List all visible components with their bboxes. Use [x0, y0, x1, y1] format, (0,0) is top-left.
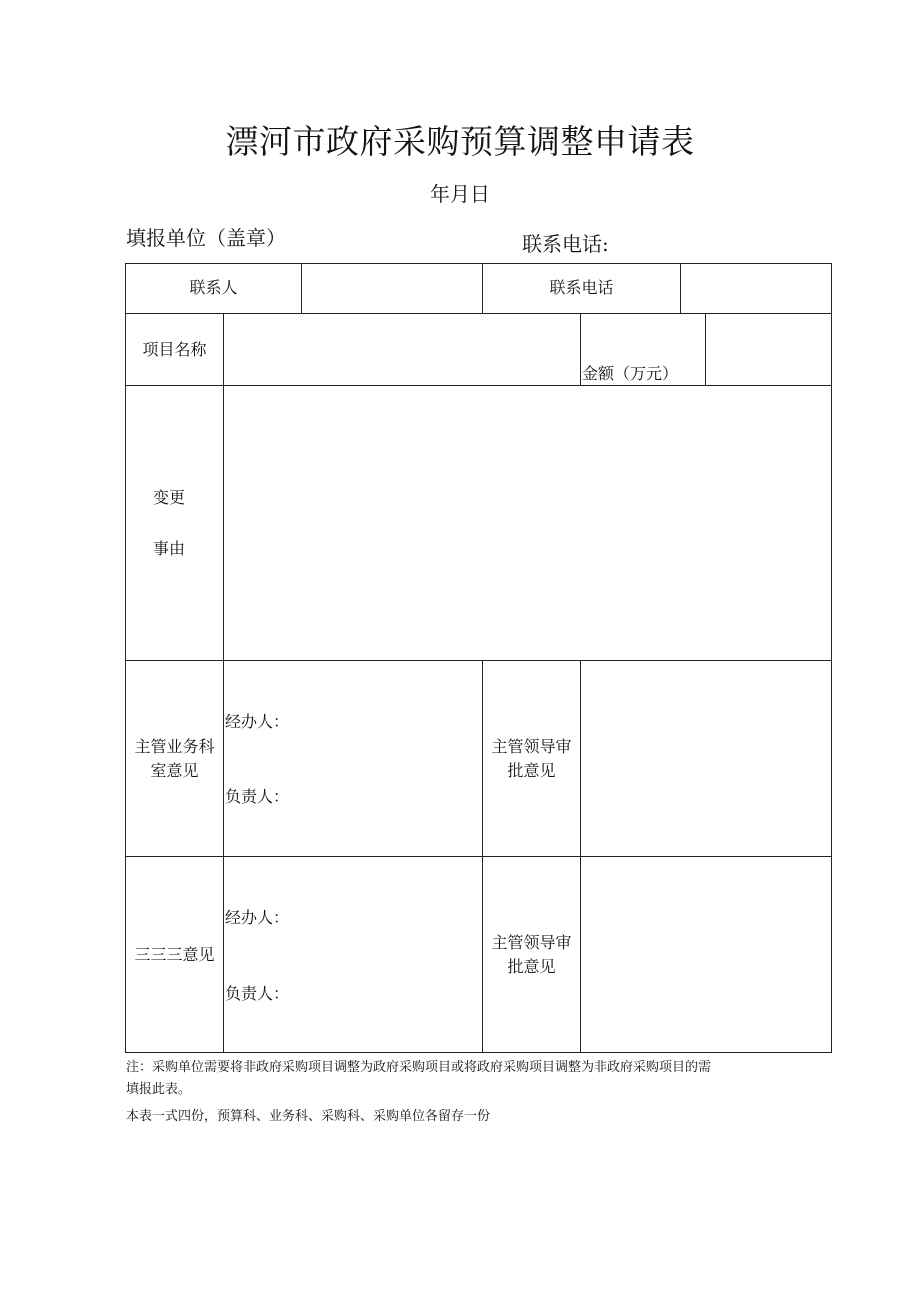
- contact-phone-field[interactable]: [681, 264, 831, 312]
- amount-field[interactable]: [706, 314, 831, 384]
- section2-approval-label: [483, 931, 580, 979]
- contact-person-label: 联系人: [189, 278, 238, 297]
- change-reason-field[interactable]: [224, 386, 831, 659]
- section2-label: 三三三意见: [134, 945, 215, 964]
- contact-phone-label: 联系电话: [549, 278, 614, 297]
- contact-person-field[interactable]: [302, 264, 482, 312]
- amount-label: 金额（万元）: [582, 364, 679, 383]
- col-divider: [223, 660, 224, 1053]
- col-divider: [580, 313, 581, 385]
- project-name-label: 项目名称: [142, 340, 207, 359]
- section2-approval-field[interactable]: [581, 857, 831, 1052]
- section1-approval-field[interactable]: [581, 661, 831, 855]
- section1-handler-label: 经办人：: [225, 712, 290, 731]
- change-reason-label-2: [126, 537, 212, 561]
- col-divider: [482, 660, 483, 1053]
- section2-approval-line2: 批意见: [507, 957, 556, 976]
- section1-responsible-label: 负责人：: [225, 787, 290, 806]
- change-reason-label-line1: 变更: [152, 488, 185, 507]
- section1-approval-line1: 主管领导审: [491, 737, 572, 756]
- note-1-line2: 填报此表。: [126, 1082, 192, 1097]
- section1-label: [126, 735, 223, 783]
- note-1: [126, 1057, 832, 1101]
- project-name-field[interactable]: [224, 314, 580, 384]
- note-1-line1: 注：采购单位需要将非政府采购项目调整为政府采购项目或将政府采购项目调整为非政府采购项目的需: [126, 1060, 712, 1075]
- section2-approval-line1: 主管领导审: [491, 933, 572, 952]
- section1-label-line2: 室意见: [150, 761, 199, 780]
- phone-label: 联系电话:: [522, 232, 609, 256]
- date-line: 年月日: [430, 182, 490, 206]
- change-reason-label-line2: 事由: [152, 539, 185, 558]
- section2-handler-label: 经办人：: [225, 908, 290, 927]
- section1-label-line1: 主管业务科: [134, 737, 215, 756]
- section1-approval-line2: 批意见: [507, 761, 556, 780]
- form-title: 漂河市政府采购预算调整申请表: [225, 122, 695, 161]
- reporting-unit-label: 填报单位（盖章）: [126, 226, 286, 250]
- change-reason-label: [126, 486, 212, 510]
- section2-responsible-label: 负责人：: [225, 984, 290, 1003]
- section1-approval-label: [483, 735, 580, 783]
- note-2: 本表一式四份，预算科、业务科、采购科、采购单位各留存一份: [126, 1109, 491, 1124]
